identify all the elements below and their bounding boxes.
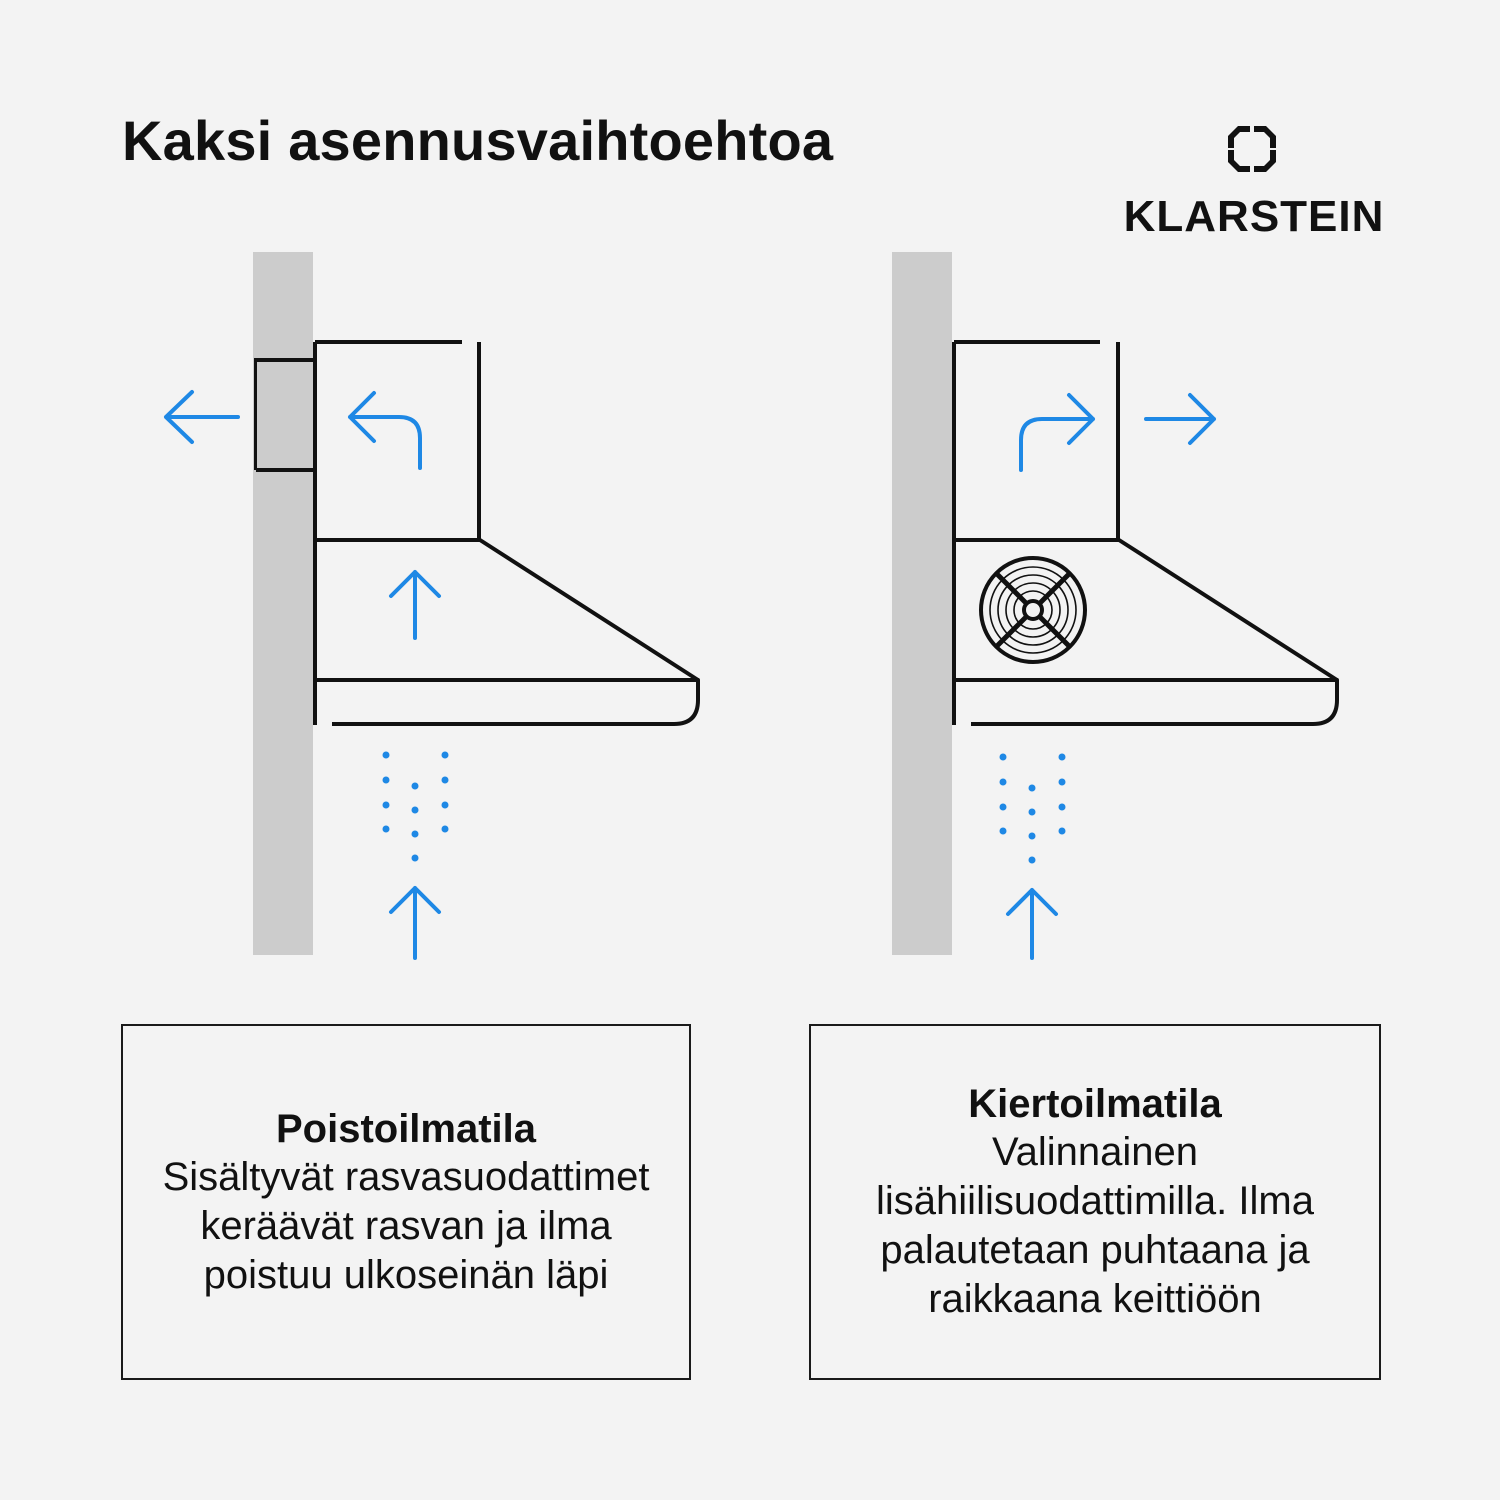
cooker-hood bbox=[315, 342, 698, 725]
recirculation-mode-box bbox=[809, 1024, 1381, 1380]
arrow-turn-right-icon bbox=[1021, 395, 1093, 470]
cooker-hood bbox=[954, 342, 1337, 725]
mode-title: Poistoilmatila bbox=[275, 1106, 537, 1151]
wall bbox=[892, 252, 952, 955]
airflow-arrows bbox=[1008, 395, 1214, 958]
mode-description: Sisältyvät rasvasuodattimet keräävät rasvan ja ilma poistuu ulkoseinän läpi bbox=[162, 1154, 650, 1297]
page-title: Kaksi asennusvaihtoehtoa bbox=[122, 109, 834, 172]
mode-title: Kiertoilmatila bbox=[968, 1082, 1222, 1126]
arrow-right-icon bbox=[1146, 395, 1214, 443]
extraction-mode-box bbox=[121, 1024, 691, 1380]
brand-name: KLARSTEIN bbox=[1123, 192, 1385, 241]
arrow-turn-left-icon bbox=[350, 393, 420, 468]
extraction-mode-diagram bbox=[166, 252, 698, 958]
fan-icon bbox=[981, 558, 1085, 662]
rising-air-dots bbox=[1000, 754, 1066, 864]
wall bbox=[253, 252, 313, 955]
arrow-left-icon bbox=[166, 392, 238, 442]
arrow-up-icon bbox=[391, 888, 439, 958]
arrow-up-icon bbox=[1008, 890, 1056, 958]
mode-description: Valinnainen lisähiilisuodattimilla. Ilma palautetaan puhtaana ja raikkaana keittiöön bbox=[876, 1130, 1314, 1321]
recirculation-mode-diagram bbox=[892, 252, 1337, 958]
arrow-up-icon bbox=[391, 572, 439, 638]
rising-air-dots bbox=[383, 752, 449, 862]
